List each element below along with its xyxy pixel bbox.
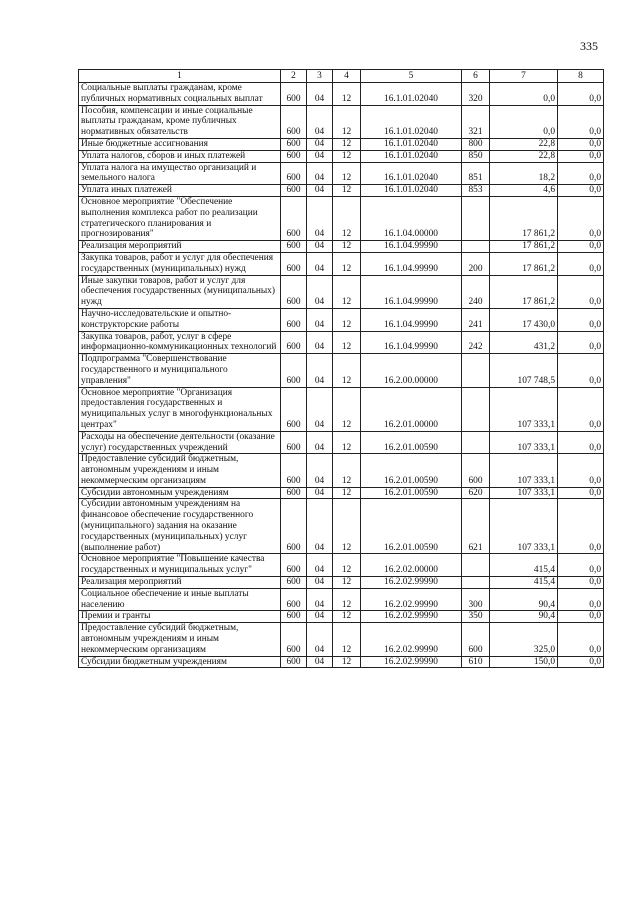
- row-c8-cell: 0,0: [558, 150, 604, 162]
- row-c8-cell: 0,0: [558, 138, 604, 150]
- row-c8-cell: 0,0: [558, 252, 604, 275]
- row-c8-cell: 0,0: [558, 554, 604, 577]
- row-c8-cell: 0,0: [558, 185, 604, 197]
- row-name-cell: Основное мероприятие "Повышение качества государственных и муниципальных услуг": [79, 554, 281, 577]
- row-c7-cell: 107 333,1: [490, 487, 558, 499]
- table-row: [79, 499, 604, 554]
- row-c2-cell: 600: [281, 487, 307, 499]
- table-row: [79, 241, 604, 253]
- row-c5-cell: 16.1.01.02040: [361, 150, 462, 162]
- table-row: [79, 487, 604, 499]
- table-row: [79, 431, 604, 454]
- row-c2-cell: 600: [281, 577, 307, 589]
- row-c2-cell: 600: [281, 185, 307, 197]
- row-c5-cell: 16.2.02.99990: [361, 588, 462, 611]
- row-c6-cell: [462, 577, 490, 589]
- row-name-cell: Научно-исследовательские и опытно-конструкторские работы: [79, 308, 281, 331]
- row-c3-cell: 04: [307, 252, 333, 275]
- row-c7-cell: 107 333,1: [490, 499, 558, 554]
- table-row: [79, 252, 604, 275]
- row-c2-cell: 600: [281, 275, 307, 308]
- row-name-cell: Подпрограмма "Совершенствование государственного и муниципального управления": [79, 354, 281, 387]
- row-c5-cell: 16.1.04.99990: [361, 331, 462, 354]
- row-c8-cell: 0,0: [558, 331, 604, 354]
- row-c3-cell: 04: [307, 331, 333, 354]
- row-c5-cell: 16.2.02.99990: [361, 656, 462, 668]
- row-c7-cell: 325,0: [490, 623, 558, 656]
- row-c7-cell: 17 861,2: [490, 252, 558, 275]
- row-c5-cell: 16.2.00.00000: [361, 354, 462, 387]
- row-c4-cell: 12: [333, 105, 361, 138]
- table-row: [79, 105, 604, 138]
- row-c8-cell: 0,0: [558, 354, 604, 387]
- row-c8-cell: 0,0: [558, 83, 604, 106]
- row-c4-cell: 12: [333, 83, 361, 106]
- row-c5-cell: 16.1.04.99990: [361, 275, 462, 308]
- row-c2-cell: 600: [281, 611, 307, 623]
- row-c7-cell: 107 333,1: [490, 387, 558, 431]
- row-c4-cell: 12: [333, 454, 361, 487]
- row-c4-cell: 12: [333, 241, 361, 253]
- row-c4-cell: 12: [333, 196, 361, 240]
- row-name-cell: Субсидии бюджетным учреждениям: [79, 656, 281, 668]
- row-c8-cell: 0,0: [558, 387, 604, 431]
- row-c2-cell: 600: [281, 454, 307, 487]
- row-c6-cell: 621: [462, 499, 490, 554]
- row-c3-cell: 04: [307, 454, 333, 487]
- row-c3-cell: 04: [307, 275, 333, 308]
- row-c4-cell: 12: [333, 554, 361, 577]
- row-c3-cell: 04: [307, 588, 333, 611]
- row-name-cell: Субсидии автономным учреждениям на финансовое обеспечение государственного (муниципального) задания на оказание государственных (муниципальных) услуг (выполнение работ): [79, 499, 281, 554]
- row-c3-cell: 04: [307, 241, 333, 253]
- row-c3-cell: 04: [307, 196, 333, 240]
- row-c8-cell: 0,0: [558, 196, 604, 240]
- row-name-cell: Иные закупки товаров, работ и услуг для обеспечения государственных (муниципальных) нужд: [79, 275, 281, 308]
- row-c5-cell: 16.1.01.02040: [361, 138, 462, 150]
- table-row: [79, 454, 604, 487]
- row-c3-cell: 04: [307, 138, 333, 150]
- row-name-cell: Уплата налогов, сборов и иных платежей: [79, 150, 281, 162]
- row-c7-cell: 17 861,2: [490, 196, 558, 240]
- table-row: [79, 196, 604, 240]
- row-c4-cell: 12: [333, 252, 361, 275]
- row-c3-cell: 04: [307, 150, 333, 162]
- row-c6-cell: 240: [462, 275, 490, 308]
- row-c6-cell: 600: [462, 454, 490, 487]
- row-name-cell: Реализация мероприятий: [79, 577, 281, 589]
- column-header-5: 5: [361, 70, 462, 83]
- row-c7-cell: 17 861,2: [490, 241, 558, 253]
- row-c3-cell: 04: [307, 354, 333, 387]
- row-c3-cell: 04: [307, 623, 333, 656]
- row-c3-cell: 04: [307, 83, 333, 106]
- row-c6-cell: [462, 196, 490, 240]
- column-header-1: 1: [79, 70, 281, 83]
- row-c2-cell: 600: [281, 354, 307, 387]
- row-c6-cell: 850: [462, 150, 490, 162]
- row-c2-cell: 600: [281, 105, 307, 138]
- row-c5-cell: 16.2.01.00590: [361, 454, 462, 487]
- row-c2-cell: 600: [281, 554, 307, 577]
- row-c6-cell: 242: [462, 331, 490, 354]
- column-header-2: 2: [281, 70, 307, 83]
- row-c5-cell: 16.1.01.02040: [361, 162, 462, 185]
- row-c7-cell: 18,2: [490, 162, 558, 185]
- row-c8-cell: 0,0: [558, 241, 604, 253]
- column-header-4: 4: [333, 70, 361, 83]
- row-c4-cell: 12: [333, 308, 361, 331]
- row-c4-cell: 12: [333, 162, 361, 185]
- row-c5-cell: 16.2.02.99990: [361, 611, 462, 623]
- row-c8-cell: 0,0: [558, 275, 604, 308]
- row-c2-cell: 600: [281, 431, 307, 454]
- row-c6-cell: [462, 431, 490, 454]
- row-c5-cell: 16.2.02.99990: [361, 577, 462, 589]
- row-c3-cell: 04: [307, 308, 333, 331]
- row-c7-cell: 107 748,5: [490, 354, 558, 387]
- row-c4-cell: 12: [333, 150, 361, 162]
- row-c6-cell: 851: [462, 162, 490, 185]
- row-c2-cell: 600: [281, 499, 307, 554]
- row-name-cell: Иные бюджетные ассигнования: [79, 138, 281, 150]
- row-c5-cell: 16.2.02.00000: [361, 554, 462, 577]
- row-c2-cell: 600: [281, 138, 307, 150]
- row-c4-cell: 12: [333, 577, 361, 589]
- row-c7-cell: 0,0: [490, 83, 558, 106]
- row-c7-cell: 4,6: [490, 185, 558, 197]
- row-c2-cell: 600: [281, 196, 307, 240]
- row-c7-cell: 22,8: [490, 150, 558, 162]
- row-c2-cell: 600: [281, 331, 307, 354]
- row-c6-cell: 610: [462, 656, 490, 668]
- row-c2-cell: 600: [281, 308, 307, 331]
- row-c6-cell: 620: [462, 487, 490, 499]
- column-header-6: 6: [462, 70, 490, 83]
- row-name-cell: Премии и гранты: [79, 611, 281, 623]
- table-row: [79, 331, 604, 354]
- row-name-cell: Предоставление субсидий бюджетным, автономным учреждениям и иным некоммерческим организациям: [79, 623, 281, 656]
- row-c7-cell: 107 333,1: [490, 454, 558, 487]
- row-c6-cell: 320: [462, 83, 490, 106]
- row-c5-cell: 16.1.01.02040: [361, 83, 462, 106]
- row-c2-cell: 600: [281, 387, 307, 431]
- row-c4-cell: 12: [333, 138, 361, 150]
- row-c4-cell: 12: [333, 656, 361, 668]
- row-c6-cell: 200: [462, 252, 490, 275]
- row-c3-cell: 04: [307, 431, 333, 454]
- table-row: [79, 623, 604, 656]
- row-c8-cell: 0,0: [558, 623, 604, 656]
- row-c7-cell: 17 430,0: [490, 308, 558, 331]
- row-name-cell: Уплата налога на имущество организаций и земельного налога: [79, 162, 281, 185]
- column-header-7: 7: [490, 70, 558, 83]
- row-c6-cell: 800: [462, 138, 490, 150]
- row-c5-cell: 16.2.02.99990: [361, 623, 462, 656]
- row-c5-cell: 16.2.01.00000: [361, 387, 462, 431]
- row-c4-cell: 12: [333, 611, 361, 623]
- row-c4-cell: 12: [333, 387, 361, 431]
- row-name-cell: Расходы на обеспечение деятельности (оказание услуг) государственных учреждений: [79, 431, 281, 454]
- row-c7-cell: 431,2: [490, 331, 558, 354]
- row-c4-cell: 12: [333, 431, 361, 454]
- table-row: [79, 308, 604, 331]
- row-c2-cell: 600: [281, 162, 307, 185]
- row-name-cell: Предоставление субсидий бюджетным, автономным учреждениям и иным некоммерческим организациям: [79, 454, 281, 487]
- row-c8-cell: 0,0: [558, 656, 604, 668]
- row-c4-cell: 12: [333, 623, 361, 656]
- row-c3-cell: 04: [307, 656, 333, 668]
- table-row: [79, 83, 604, 106]
- row-c4-cell: 12: [333, 354, 361, 387]
- row-name-cell: Закупка товаров, работ, услуг в сфере информационно-коммуникационных технологий: [79, 331, 281, 354]
- row-c3-cell: 04: [307, 387, 333, 431]
- table-row: [79, 588, 604, 611]
- row-c7-cell: 90,4: [490, 611, 558, 623]
- row-name-cell: Субсидии автономным учреждениям: [79, 487, 281, 499]
- row-c5-cell: 16.2.01.00590: [361, 499, 462, 554]
- row-c8-cell: 0,0: [558, 162, 604, 185]
- row-c6-cell: 300: [462, 588, 490, 611]
- row-name-cell: Пособия, компенсации и иные социальные выплаты гражданам, кроме публичных нормативных обязательств: [79, 105, 281, 138]
- row-c8-cell: 0,0: [558, 588, 604, 611]
- row-c5-cell: 16.2.01.00590: [361, 487, 462, 499]
- row-c3-cell: 04: [307, 487, 333, 499]
- row-c7-cell: 22,8: [490, 138, 558, 150]
- row-c6-cell: 853: [462, 185, 490, 197]
- table-row: [79, 150, 604, 162]
- row-c5-cell: 16.1.04.00000: [361, 196, 462, 240]
- row-c7-cell: 150,0: [490, 656, 558, 668]
- row-c3-cell: 04: [307, 554, 333, 577]
- row-c7-cell: 17 861,2: [490, 275, 558, 308]
- row-c3-cell: 04: [307, 611, 333, 623]
- row-name-cell: Закупка товаров, работ и услуг для обеспечения государственных (муниципальных) нужд: [79, 252, 281, 275]
- row-name-cell: Основное мероприятие "Обеспечение выполнения комплекса работ по реализации стратегического планирования и прогнозирования": [79, 196, 281, 240]
- budget-table: [78, 69, 604, 668]
- row-c4-cell: 12: [333, 499, 361, 554]
- row-c5-cell: 16.1.01.02040: [361, 105, 462, 138]
- row-c5-cell: 16.1.04.99990: [361, 241, 462, 253]
- page-number: 335: [580, 39, 598, 53]
- row-c6-cell: 321: [462, 105, 490, 138]
- table-row: [79, 162, 604, 185]
- row-c6-cell: [462, 554, 490, 577]
- row-c8-cell: 0,0: [558, 499, 604, 554]
- row-c6-cell: 350: [462, 611, 490, 623]
- row-c8-cell: 0,0: [558, 454, 604, 487]
- row-c5-cell: 16.2.01.00590: [361, 431, 462, 454]
- row-name-cell: Реализация мероприятий: [79, 241, 281, 253]
- table-row: [79, 577, 604, 589]
- row-c4-cell: 12: [333, 487, 361, 499]
- row-c5-cell: 16.1.04.99990: [361, 308, 462, 331]
- row-c7-cell: 0,0: [490, 105, 558, 138]
- row-name-cell: Основное мероприятие "Организация предоставления государственных и муниципальных услуг в многофункциональных центрах": [79, 387, 281, 431]
- row-c4-cell: 12: [333, 331, 361, 354]
- row-c4-cell: 12: [333, 185, 361, 197]
- table-row: [79, 138, 604, 150]
- row-c2-cell: 600: [281, 588, 307, 611]
- row-c8-cell: 0,0: [558, 577, 604, 589]
- row-c8-cell: 0,0: [558, 105, 604, 138]
- table-row: [79, 354, 604, 387]
- row-c8-cell: 0,0: [558, 431, 604, 454]
- row-c2-cell: 600: [281, 656, 307, 668]
- row-c6-cell: [462, 241, 490, 253]
- row-c5-cell: 16.1.01.02040: [361, 185, 462, 197]
- row-c2-cell: 600: [281, 150, 307, 162]
- row-c3-cell: 04: [307, 499, 333, 554]
- table-row: [79, 554, 604, 577]
- table-row: [79, 611, 604, 623]
- row-c2-cell: 600: [281, 241, 307, 253]
- row-c8-cell: 0,0: [558, 308, 604, 331]
- row-c5-cell: 16.1.04.99990: [361, 252, 462, 275]
- row-name-cell: Социальное обеспечение и иные выплаты населению: [79, 588, 281, 611]
- row-c7-cell: 107 333,1: [490, 431, 558, 454]
- table-row: [79, 185, 604, 197]
- row-c6-cell: [462, 387, 490, 431]
- table-row: [79, 656, 604, 668]
- row-c8-cell: 0,0: [558, 611, 604, 623]
- row-c8-cell: 0,0: [558, 487, 604, 499]
- row-c6-cell: 600: [462, 623, 490, 656]
- table-row: [79, 387, 604, 431]
- row-c4-cell: 12: [333, 275, 361, 308]
- row-name-cell: Социальные выплаты гражданам, кроме публичных нормативных социальных выплат: [79, 83, 281, 106]
- column-header-8: 8: [558, 70, 604, 83]
- column-header-3: 3: [307, 70, 333, 83]
- row-c7-cell: 90,4: [490, 588, 558, 611]
- row-c3-cell: 04: [307, 577, 333, 589]
- row-c4-cell: 12: [333, 588, 361, 611]
- header-row: [79, 70, 604, 83]
- row-c6-cell: 241: [462, 308, 490, 331]
- row-c3-cell: 04: [307, 162, 333, 185]
- row-c2-cell: 600: [281, 83, 307, 106]
- row-c7-cell: 415,4: [490, 554, 558, 577]
- row-c2-cell: 600: [281, 252, 307, 275]
- row-name-cell: Уплата иных платежей: [79, 185, 281, 197]
- row-c2-cell: 600: [281, 623, 307, 656]
- row-c3-cell: 04: [307, 185, 333, 197]
- row-c3-cell: 04: [307, 105, 333, 138]
- row-c7-cell: 415,4: [490, 577, 558, 589]
- table-row: [79, 275, 604, 308]
- row-c6-cell: [462, 354, 490, 387]
